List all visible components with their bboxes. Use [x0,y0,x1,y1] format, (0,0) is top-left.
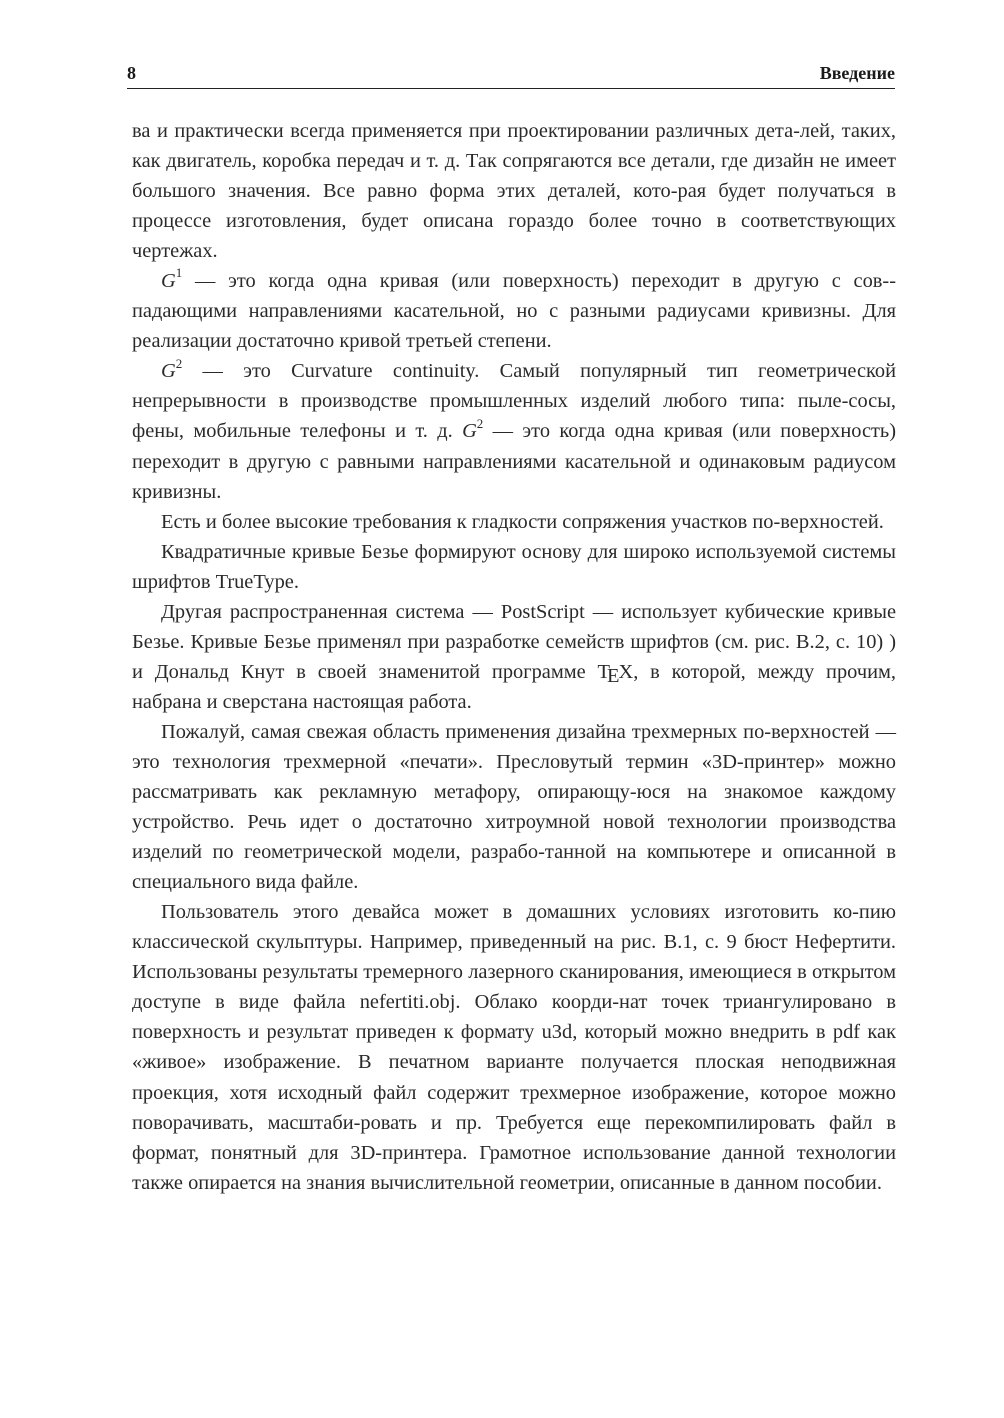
paragraph-2 [132,266,896,356]
paragraph-6-text-a: Другая распространенная система — PostScript — использует кубические кривые Безье. Кривые Безье применял при разработке семейств шрифтов (см. рис. В.2, с. 10) ) и Дональд Кнут в своей знаменитой программе [132,600,896,683]
g1-symbol: G [161,270,176,293]
g2-symbol: G [161,360,176,383]
running-title: Введение [819,63,895,83]
g2-superscript-inline: 2 [476,415,484,431]
g2-superscript: 2 [175,355,183,371]
body-text [132,116,896,1198]
paragraph-4: Есть и более высокие требования к гладкости сопряжения участков по-верхностей. [161,510,884,533]
tex-logo-t: T [597,660,611,683]
g2-symbol-inline: G [462,420,477,443]
paragraph-3-text-a: — это Curvature continuity. Самый популярный тип геометрической непрерывности в производстве промышленных изделий любого типа: пыле-сосы, фены, мобильные телефоны и т. д. [132,360,896,443]
page-header [127,60,895,89]
paragraph-6 [132,597,896,717]
paragraph-2-text: — это когда одна кривая (или поверхность) переходит в другую с сов-падающими направлениями касательной, но с разными радиусами кривизны. Для реализации достаточно кривой третьей степени. [132,270,896,353]
paragraph-7: Пожалуй, самая свежая область применения дизайна трехмерных по-верхностей — это технология трехмерной «печати». Пресловутый термин «3D-принтер» можно рассматривать как рекламную метафору, опирающу-юся на знакомое каждому устройство. Речь идет о достаточно хитроумной новой технологии производства изделий по геометрической модели, разрабо-танной на компьютере и описанной в специального вида файле. [132,720,896,894]
paragraph-1: ва и практически всегда применяется при проектировании различных дета-лей, таких, как двигатель, коробка передач и т. д. Так сопрягаются все детали, где дизайн не имеет большого значения. Все равно форма этих деталей, кото-рая будет получаться в процессе изготовления, будет описана гораздо более точно в соответствующих чертежах. [132,120,896,263]
paragraph-8: Пользователь этого девайса может в домашних условиях изготовить ко-пию классической скульптуры. Например, приведенный на рис. В.1, с. 9 бюст Нефертити. Использованы результаты тремерного лазерного сканирования, имеющиеся в открытом доступе в виде файла nefertiti.obj. Облако коорди-нат точек триангулировано в поверхность и результат приведен к формату u3d, который можно внедрить в pdf как «живое» изображение. В печатном варианте получается плоская неподвижная проекция, хотя исходный файл содержит трехмерное изображение, которое можно поворачивать, масштаби-ровать и пр. Требуется еще перекомпилировать файл в формат, понятный для 3D-принтера. Грамотное использование данной технологии также опирается на знания вычислительной геометрии, описанные в данном пособии. [132,901,896,1194]
page-number: 8 [127,63,136,83]
tex-logo-x: X [618,660,634,683]
tex-logo [597,660,634,687]
paragraph-5: Квадратичные кривые Безье формируют основу для широко используемой системы шрифтов TrueType. [132,540,896,593]
paragraph-6-text-b: , в которой, между прочим, набрана и сверстана настоящая работа. [132,660,896,713]
tex-logo-e: E [607,664,620,687]
g1-superscript: 1 [175,265,183,281]
paragraph-3 [132,356,896,506]
paragraph-3-text-b: — это когда одна кривая (или поверхность) переходит в другую с равными направлениями касательной и одинаковым радиусом кривизны. [132,420,896,503]
